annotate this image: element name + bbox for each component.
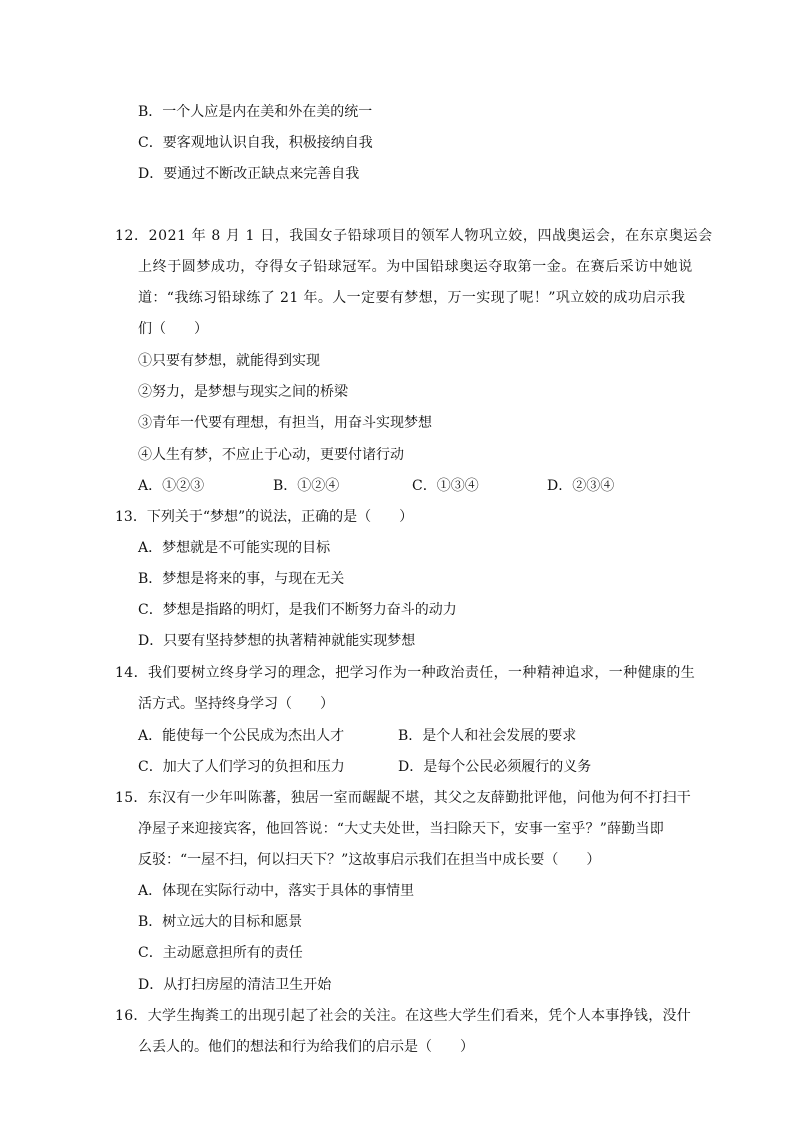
q14-stem-line1: 14．我们要树立终身学习的理念，把学习作为一种政治责任，一种精神追求，一种健康的生 (115, 665, 696, 681)
q15-option-a: A．体现在实际行动中，落实于具体的事情里 (138, 883, 415, 899)
q12-statement-2: ②努力，是梦想与现实之间的桥梁 (138, 384, 348, 400)
q12-option-b: B．①②④ (273, 478, 340, 494)
q12-stem-line1: 12．2021 年 8 月 1 日，我国女子铅球项目的领军人物巩立姣，四战奥运会，在东京奥运会 (115, 228, 713, 244)
q13-option-b: B．梦想是将来的事，与现在无关 (138, 571, 345, 587)
q12-stem-line2: 上终于圆梦成功，夺得女子铅球冠军。为中国铅球奥运夺取第一金。在赛后采访中她说 (138, 259, 693, 275)
q15-stem-line1: 15．东汉有一少年叫陈蕃，独居一室而龌龊不堪，其父之友薛勤批评他，问他为何不打扫干 (115, 790, 692, 806)
q11-option-b: B．一个人应是内在美和外在美的统一 (138, 104, 373, 120)
q15-stem-line3: 反驳：“一屋不扫，何以扫天下？”这故事启示我们在担当中成长要（ ） (138, 852, 601, 868)
q12-option-d: D．②③④ (547, 478, 615, 494)
q13-stem: 13．下列关于“梦想”的说法，正确的是（ ） (115, 509, 414, 525)
q14-option-c: C．加大了人们学习的负担和压力 (138, 759, 345, 775)
q14-option-b: B．是个人和社会发展的要求 (398, 728, 577, 744)
q16-stem-line2: 么丢人的。他们的想法和行为给我们的启示是（ ） (138, 1039, 474, 1055)
q12-statement-1: ①只要有梦想，就能得到实现 (138, 353, 320, 369)
q12-stem-line4: 们（ ） (138, 321, 208, 337)
q14-stem-line2: 活方式。坚持终身学习（ ） (138, 696, 334, 712)
q15-option-c: C．主动愿意担所有的责任 (138, 945, 303, 961)
q13-option-c: C．梦想是指路的明灯，是我们不断努力奋斗的动力 (138, 602, 457, 618)
q13-option-a: A．梦想就是不可能实现的目标 (138, 540, 331, 556)
q12-statement-4: ④人生有梦，不应止于心动，更要付诸行动 (138, 447, 404, 463)
q14-options-row1 (138, 726, 658, 746)
q12-statement-3: ③青年一代要有理想，有担当，用奋斗实现梦想 (138, 415, 432, 431)
q12-option-a: A．①②③ (138, 478, 205, 494)
q15-stem-line2: 净屋子来迎接宾客，他回答说：“大丈夫处世，当扫除天下，安事一室乎？”薛勤当即 (138, 821, 664, 837)
q14-options-row2 (138, 757, 658, 777)
q14-option-a: A．能使每一个公民成为杰出人才 (138, 728, 345, 744)
q12-option-c: C．①③④ (412, 478, 479, 494)
q11-option-c: C．要客观地认识自我，积极接纳自我 (138, 135, 373, 151)
q11-option-d: D．要通过不断改正缺点来完善自我 (138, 166, 360, 182)
q15-option-d: D．从打扫房屋的清洁卫生开始 (138, 977, 332, 993)
q14-option-d: D．是每个公民必须履行的义务 (398, 759, 592, 775)
q13-option-d: D．只要有坚持梦想的执著精神就能实现梦想 (138, 633, 416, 649)
q15-option-b: B．树立远大的目标和愿景 (138, 914, 303, 930)
q12-stem-line3: 道：“我练习铅球练了 21 年。人一定要有梦想，万一实现了呢！”巩立姣的成功启示我 (138, 290, 686, 306)
q12-options (138, 476, 658, 496)
q16-stem-line1: 16．大学生掏粪工的出现引起了社会的关注。在这些大学生们看来，凭个人本事挣钱，没什 (115, 1008, 692, 1024)
